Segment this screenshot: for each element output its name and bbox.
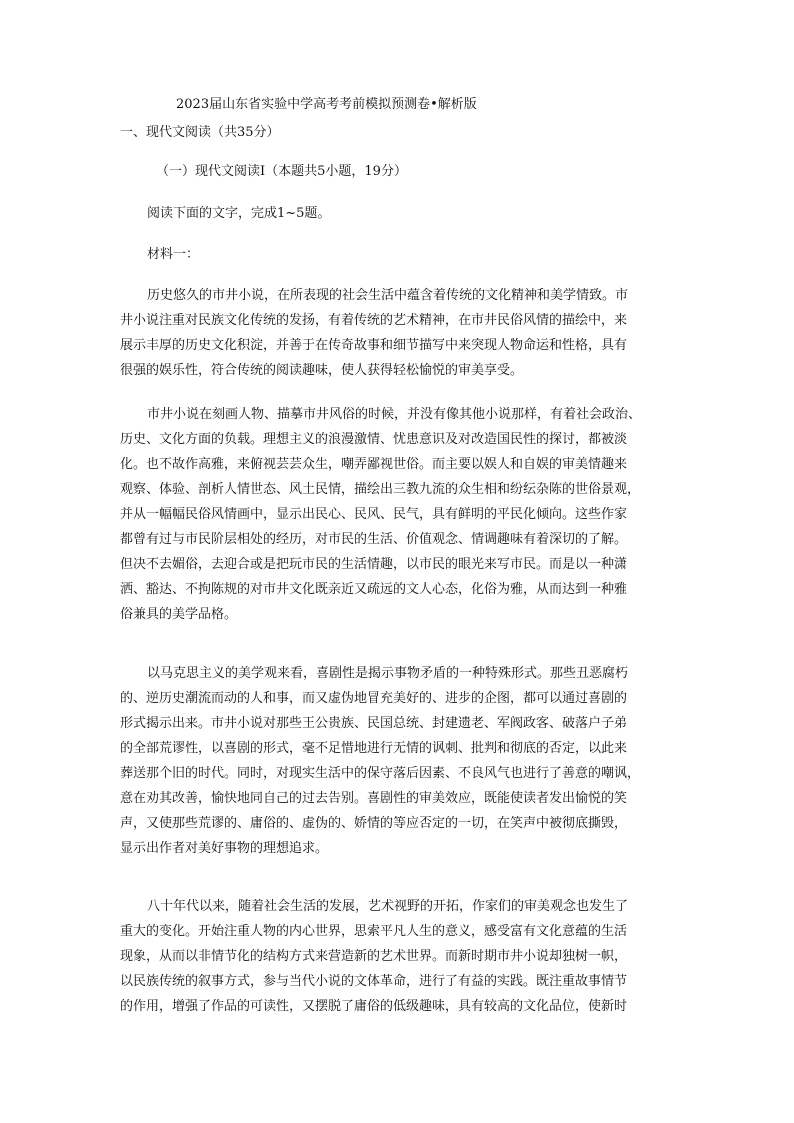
paragraph-line: 的全部荒谬性，以喜剧的形式，毫不足惜地进行无情的讽刺、批判和彻底的否定，以此来 [120, 741, 628, 756]
paragraph-3 [120, 661, 680, 861]
paragraph-line: 很强的娱乐性，符合传统的阅读趣味，使人获得轻松愉悦的审美享受。 [120, 363, 524, 378]
paragraph-line: 展示丰厚的历史文化积淀，并善于在传奇故事和细节描写中来突现人物命运和性格，具有 [120, 338, 628, 353]
paragraph-line: 历史悠久的市井小说，在所表现的社会生活中蕴含着传统的文化精神和美学情致。市 [147, 288, 629, 303]
paragraph-line: 形式揭示出来。市井小说对那些王公贵族、民国总统、封建遗老、军阀政客、破落户子弟 [120, 716, 628, 731]
paragraph-line: 重大的变化。开始注重人物的内心世界，思索平凡人生的意义，感受富有文化意蕴的生活 [120, 924, 628, 939]
paragraph-line: 都曾有过与市民阶层相处的经历，对市民的生活、价值观念、情调趣味有着深切的了解。 [120, 532, 628, 547]
subsection-heading: （一）现代文阅读Ⅰ（本题共5小题，19分） [156, 164, 407, 179]
paragraph-line: 八十年代以来，随着社会生活的发展，艺术视野的开拓，作家们的审美观念也发生了 [147, 899, 629, 914]
document-title: 2023届山东省实验中学高考考前模拟预测卷•解析版 [176, 97, 477, 112]
paragraph-line: 历史、文化方面的负载。理想主义的浪漫激情、忧患意识及对改造国民性的探讨，都被淡 [120, 432, 628, 447]
paragraph-line: 俗兼具的美学品格。 [120, 607, 238, 622]
paragraph-1 [120, 283, 680, 383]
section-heading: 一、现代文阅读（共35分） [120, 125, 280, 140]
paragraph-4 [120, 894, 680, 1019]
paragraph-line: 显示出作者对美好事物的理想追求。 [120, 841, 329, 856]
reading-instruction: 阅读下面的文字，完成1~5题。 [147, 206, 331, 221]
paragraph-line: 化。也不故作高雅，来俯视芸芸众生，嘲弄鄙视世俗。而主要以娱人和自娱的审美情趣来 [120, 457, 628, 472]
paragraph-line: 意在劝其改善，愉快地同自己的过去告别。喜剧性的审美效应，既能使读者发出愉悦的笑 [120, 791, 628, 806]
paragraph-2 [120, 402, 680, 627]
paragraph-line: 井小说注重对民族文化传统的发扬，有着传统的艺术精神，在市井民俗风情的描绘中，来 [120, 313, 628, 328]
paragraph-line: 观察、体验、剖析人情世态、风土民情，描绘出三教九流的众生相和纷纭杂陈的世俗景观， [120, 482, 641, 497]
paragraph-line: 的、逆历史潮流而动的人和事，而又虚伪地冒充美好的、进步的企图，都可以通过喜剧的 [120, 691, 628, 706]
paragraph-line: 现象，从而以非情节化的结构方式来营造新的艺术世界。而新时期市井小说却独树一帜， [120, 949, 628, 964]
paragraph-line: 洒、豁达、不拘陈规的对市井文化既亲近又疏远的文人心态，化俗为雅，从而达到一种雅 [120, 582, 628, 597]
paragraph-line: 的作用，增强了作品的可读性，又摆脱了庸俗的低级趣味，具有较高的文化品位，使新时 [120, 999, 628, 1014]
paragraph-line: 但决不去媚俗，去迎合或是把玩市民的生活情趣，以市民的眼光来写市民。而是以一种潇 [120, 557, 628, 572]
paragraph-line: 以民族传统的叙事方式，参与当代小说的文体革命，进行了有益的实践。既注重故事情节 [120, 974, 628, 989]
paragraph-line: 并从一幅幅民俗风情画中，显示出民心、民风、民气，具有鲜明的平民化倾向。这些作家 [120, 507, 628, 522]
material-label: 材料一： [147, 247, 200, 262]
paragraph-line: 以马克思主义的美学观来看，喜剧性是揭示事物矛盾的一种特殊形式。那些丑恶腐朽 [147, 666, 629, 681]
paragraph-line: 市井小说在刻画人物、描摹市井风俗的时候，并没有像其他小说那样，有着社会政治、 [147, 407, 642, 422]
paragraph-line: 声，又使那些荒谬的、庸俗的、虚伪的、娇情的等应否定的一切，在笑声中被彻底撕毁， [120, 816, 628, 831]
paragraph-line: 葬送那个旧的时代。同时，对现实生活中的保守落后因素、不良风气也进行了善意的嘲讽， [120, 766, 641, 781]
